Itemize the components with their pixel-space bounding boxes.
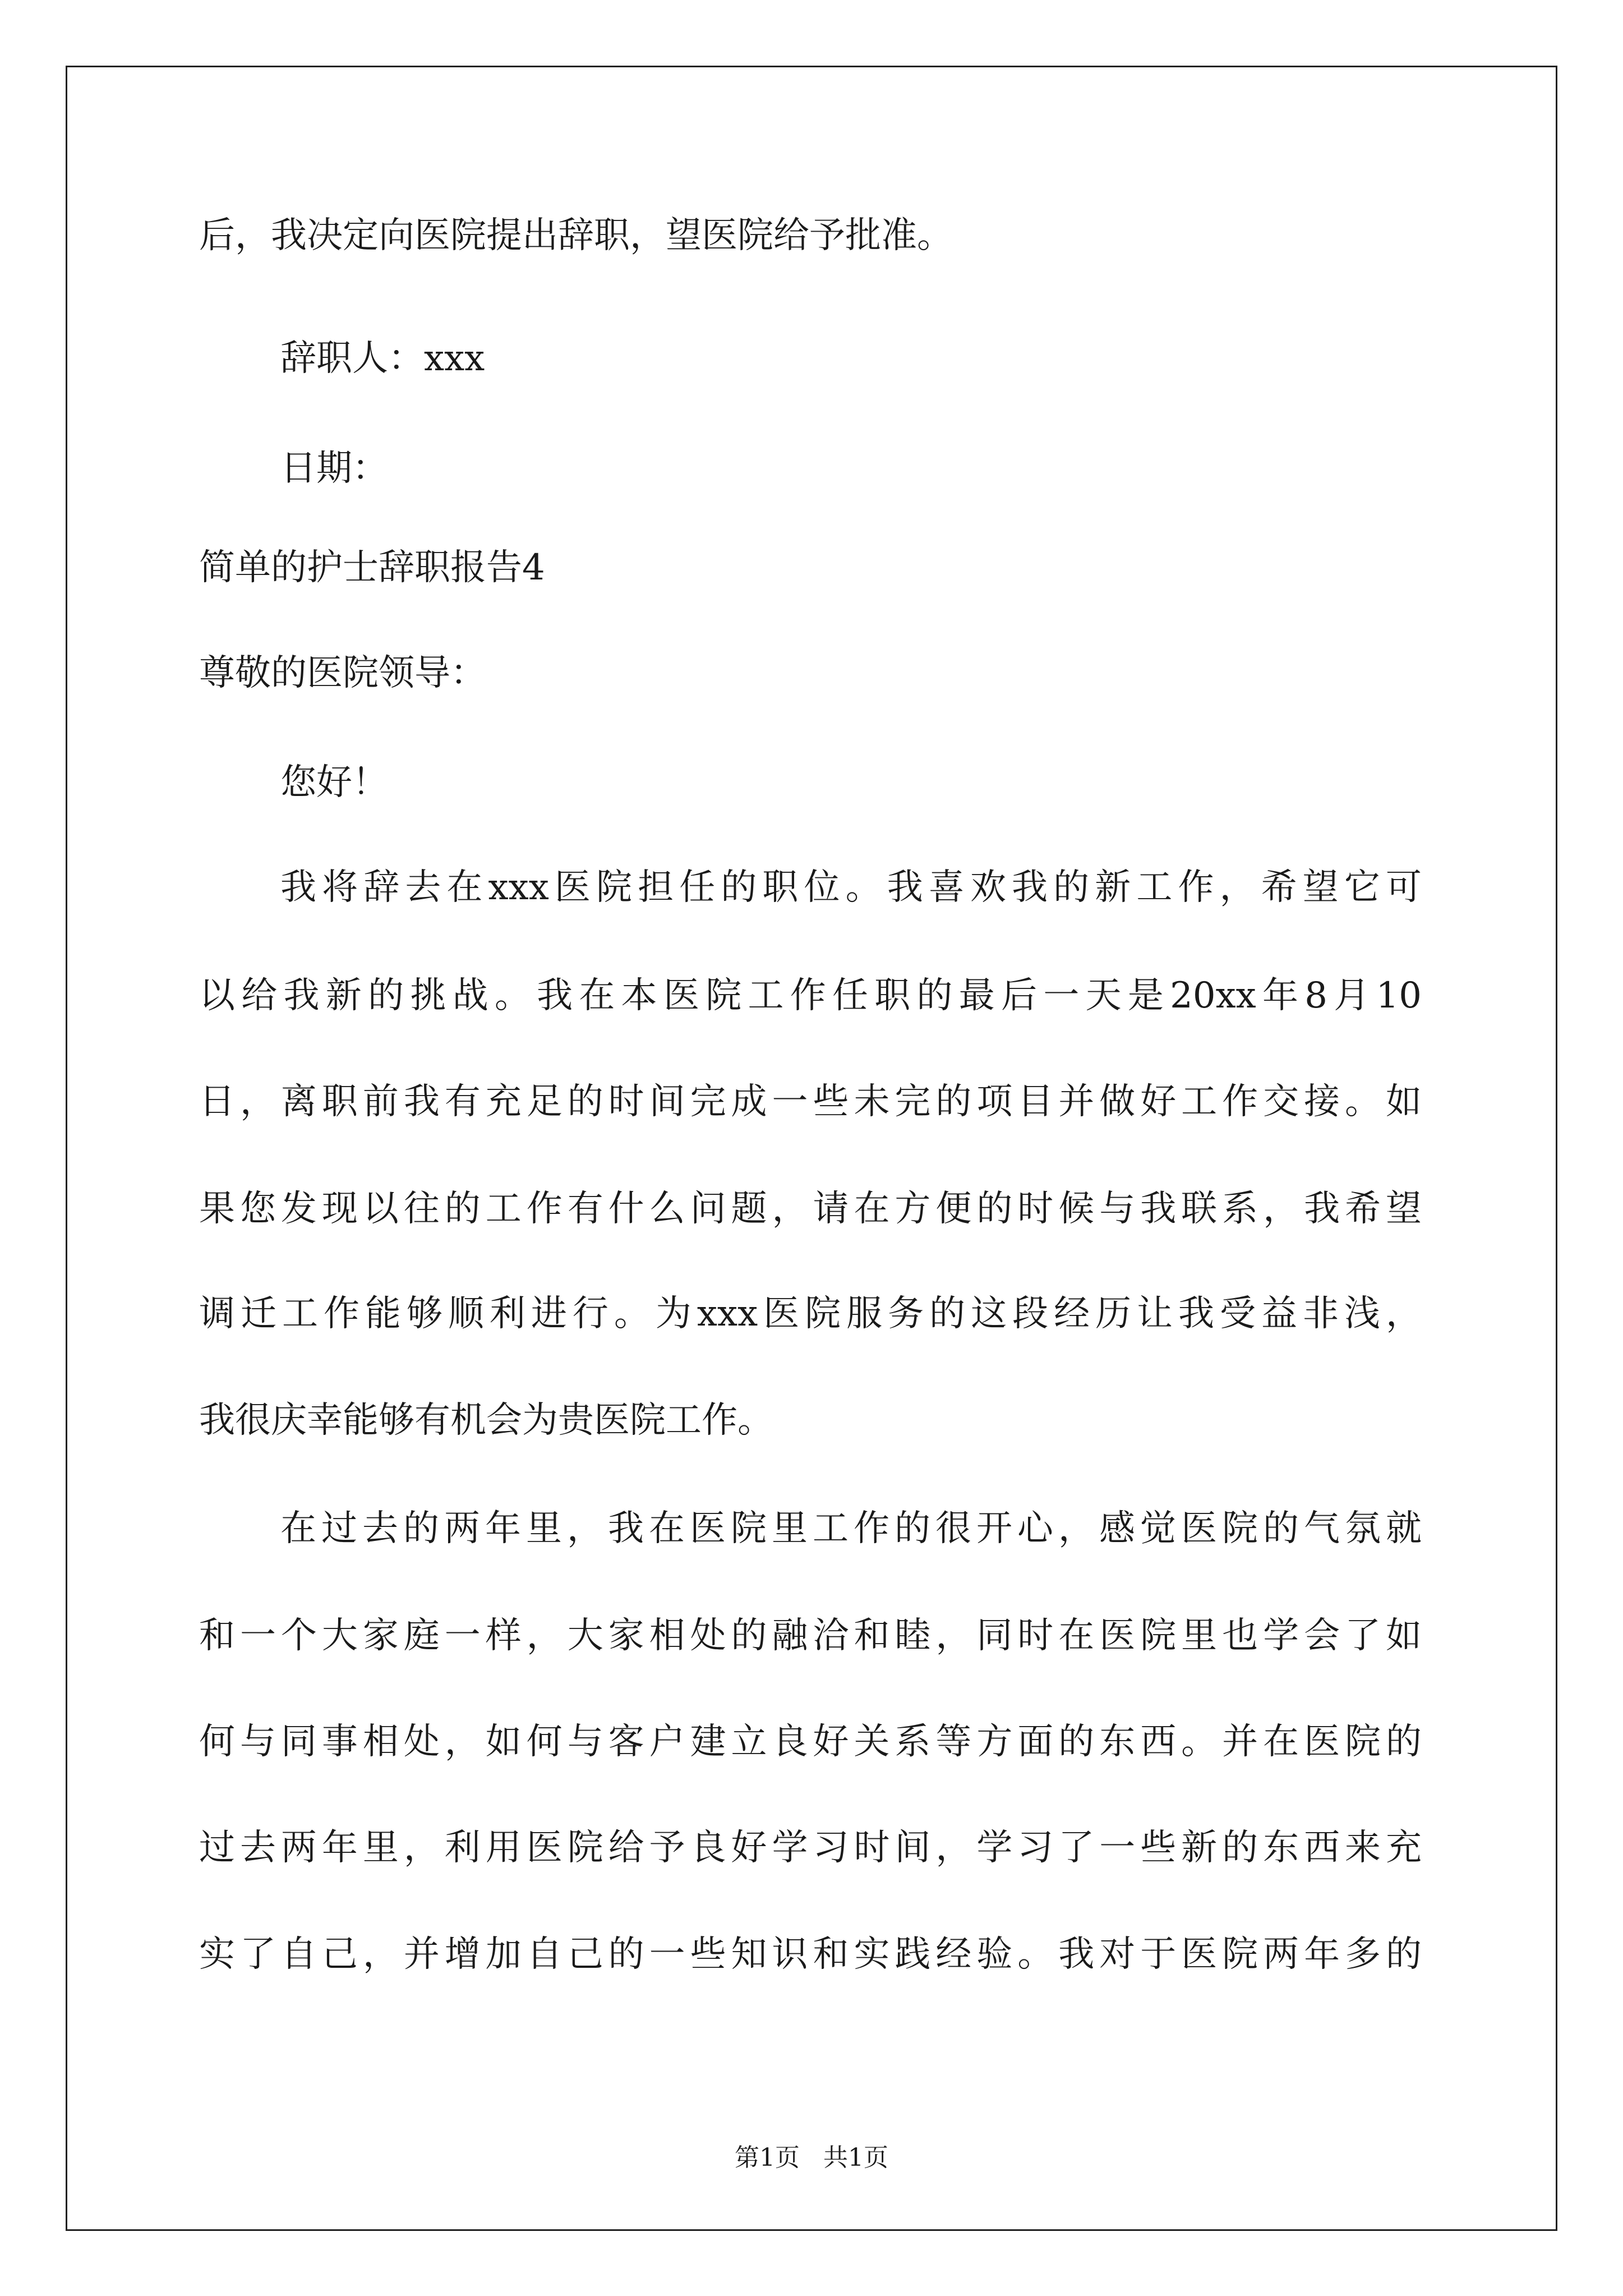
text-line: 何与同事相处，如何与客户建立良好关系等方面的东西。并在医院的 [199,1721,1422,1763]
greeting: 您好！ [280,762,388,803]
text-line: 日，离职前我有充足的时间完成一些未完的项目并做好工作交接。如 [199,1081,1422,1122]
text-line: 和一个大家庭一样，大家相处的融洽和睦，同时在医院里也学会了如 [199,1615,1422,1657]
date-label: 日期： [280,448,388,489]
text-line: 我将辞去在xxx医院担任的职位。我喜欢我的新工作，希望它可 [280,867,1422,908]
text-line: 以给我新的挑战。我在本医院工作任职的最后一天是20xx年8月10 [199,975,1422,1016]
signature-label: 辞职人：xxx [280,338,485,379]
text-line: 在过去的两年里，我在医院里工作的很开心，感觉医院的气氛就 [280,1508,1422,1549]
text-line: 后，我决定向医院提出辞职，望医院给予批准。 [199,215,953,256]
text-line: 果您发现以往的工作有什么问题，请在方便的时候与我联系，我希望 [199,1188,1422,1230]
text-line: 过去两年里，利用医院给予良好学习时间，学习了一些新的东西来充 [199,1827,1422,1869]
text-line: 调迁工作能够顺利进行。为xxx医院服务的这段经历让我受益非浅， [199,1293,1422,1335]
page-footer: 第1页 共1页 [735,2143,888,2172]
salutation: 尊敬的医院领导： [199,652,486,694]
text-line: 我很庆幸能够有机会为贵医院工作。 [199,1400,773,1441]
section-heading: 简单的护士辞职报告4 [199,547,545,588]
text-line: 实了自己，并增加自己的一些知识和实践经验。我对于医院两年多的 [199,1934,1422,1975]
page-border [66,66,1557,2231]
